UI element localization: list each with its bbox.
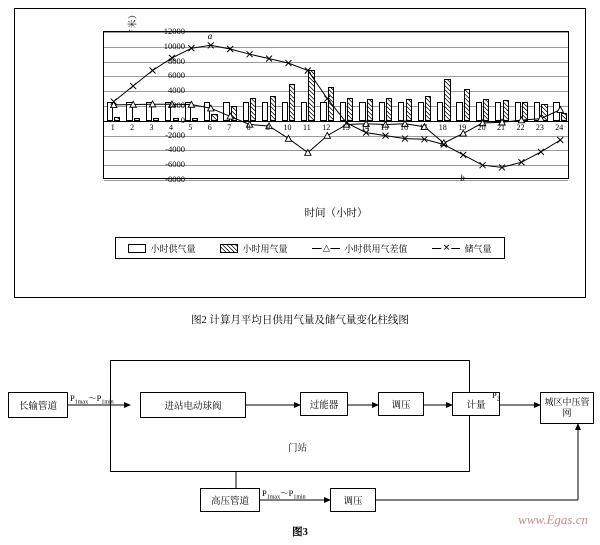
- legend-swatch-open-bar: [128, 244, 146, 253]
- y-tick-label: -6000: [165, 159, 185, 170]
- marker-cross: [324, 96, 330, 102]
- y-tick-label: 0: [180, 114, 185, 125]
- node-regulator-2: 调压: [330, 488, 376, 512]
- label-station: 门站: [288, 444, 308, 454]
- x-tick-label: 10: [283, 122, 292, 132]
- x-tick-label: 11: [303, 122, 311, 132]
- legend-line-triangle: △: [312, 243, 340, 253]
- x-tick-label: 24: [555, 122, 564, 132]
- y-tick-label: 4000: [168, 85, 185, 96]
- legend-label-storage: 储气量: [464, 243, 492, 254]
- node-electric-ball-valve: 进站电动球阀: [140, 392, 246, 418]
- x-tick-label: 7: [227, 122, 232, 132]
- x-tick-label: 14: [361, 122, 370, 132]
- chart-annotation: b: [460, 172, 465, 183]
- y-tick-label: 8000: [168, 55, 185, 66]
- node-filter: 过能器: [300, 392, 348, 416]
- node-long-pipe: 长输管道: [8, 392, 68, 418]
- label-p2: $P_2$: [492, 390, 500, 403]
- y-tick-label: -8000: [165, 174, 185, 184]
- y-tick-label: 6000: [168, 70, 185, 81]
- node-metering: 计量: [452, 392, 500, 416]
- legend-line-cross: ✕: [432, 243, 460, 253]
- x-tick-label: 4: [168, 122, 173, 132]
- x-tick-label: 19: [458, 122, 467, 132]
- x-tick-label: 8: [246, 122, 251, 132]
- legend-label-supply: 小时供气量: [150, 243, 196, 254]
- marker-cross: [538, 149, 544, 155]
- figure2-container: [14, 8, 586, 298]
- figure3-caption: 图3: [292, 527, 308, 538]
- node-city-net: 城区中压管网: [540, 392, 594, 424]
- x-tick-label: 16: [399, 122, 408, 132]
- legend-label-difference: 小时供用气差值: [344, 243, 408, 254]
- x-tick-label: 23: [535, 122, 544, 132]
- x-tick-label: 3: [149, 122, 154, 132]
- label-p1-range: $P_{1max}\sim P_{1min}$: [70, 393, 114, 406]
- figure3-connectors: [0, 348, 600, 528]
- y-tick-label: 12000: [163, 26, 185, 36]
- x-tick-label: 5: [188, 122, 193, 132]
- x-tick-label: 15: [380, 122, 389, 132]
- x-tick-label: 9: [266, 122, 271, 132]
- legend-item-difference: [312, 242, 407, 255]
- y-tick-label: 2000: [168, 100, 185, 110]
- marker-cross: [460, 152, 466, 158]
- figure2-caption: 图2 计算月平均日供用气量及储气量变化柱线图: [191, 315, 409, 326]
- node-regulator-1: 调压: [378, 392, 424, 416]
- label-p1-range-2: $P_{1max}\sim P_{1min}$: [262, 488, 306, 501]
- legend-label-consumption: 小时用气量: [242, 243, 288, 254]
- x-tick-label: 22: [516, 122, 525, 132]
- marker-triangle: [557, 107, 563, 113]
- legend-item-storage: [432, 242, 491, 255]
- x-tick-label: 12: [322, 122, 331, 132]
- chart-legend: [115, 237, 505, 259]
- y-tick-label: -2000: [165, 129, 185, 140]
- legend-swatch-hatched-bar: [220, 244, 238, 253]
- x-tick-label: 1: [110, 122, 115, 132]
- legend-item-supply: [128, 242, 195, 255]
- chart-plot-wrapper: [103, 26, 569, 219]
- x-axis-label: 时间（小时）: [304, 208, 368, 219]
- x-tick-label: 21: [497, 122, 506, 132]
- marker-triangle: [285, 135, 291, 141]
- x-tick-label: 13: [341, 122, 350, 132]
- x-tick-label: 17: [419, 122, 428, 132]
- x-tick-label: 18: [438, 122, 447, 132]
- marker-triangle: [324, 132, 330, 138]
- legend-item-consumption: [220, 242, 287, 255]
- watermark: www.Egas.cn: [518, 512, 588, 527]
- marker-cross: [518, 159, 524, 165]
- figure3-container: [0, 348, 600, 528]
- marker-cross: [305, 67, 311, 73]
- marker-triangle: [227, 113, 233, 119]
- y-tick-label: 10000: [163, 40, 185, 51]
- x-tick-label: 6: [207, 122, 212, 132]
- x-tick-label: 20: [477, 122, 486, 132]
- node-hp-pipe: 高压管道: [200, 488, 260, 512]
- marker-cross: [557, 137, 563, 143]
- chart-annotation: a: [207, 31, 213, 42]
- y-tick-label: -4000: [165, 144, 185, 155]
- x-tick-label: 2: [130, 122, 135, 132]
